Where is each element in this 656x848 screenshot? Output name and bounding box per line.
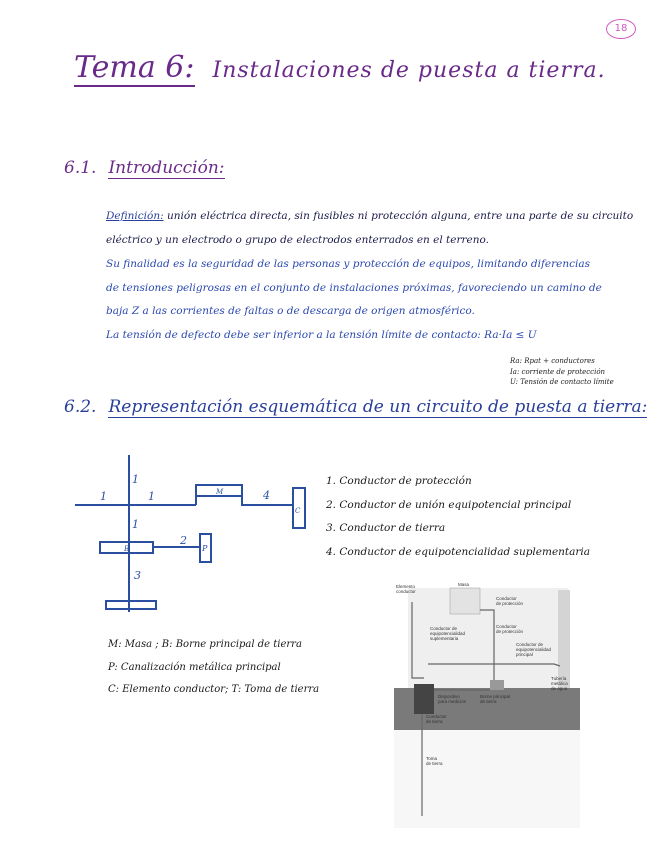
photo-label: equipotencialidad [430, 631, 466, 636]
title-text: Instalaciones de puesta a tierra. [212, 58, 606, 83]
conductor-legend [326, 470, 590, 564]
photo-label: Masa [458, 582, 470, 587]
finality-line: Su finalidad es la seguridad de las personas y protección de equipos, limitando diferencias [106, 258, 590, 270]
photo-label: Borne principal [480, 694, 511, 699]
finality-line: de tensiones peligrosas en el conjunto de instalaciones próximas, favoreciendo un camino de [106, 281, 602, 294]
photo-label: para medición [438, 699, 467, 704]
photo-label: Conductor [426, 714, 447, 719]
label-1-left: 1 [100, 490, 107, 503]
photo-label: Dispositivo [438, 694, 460, 699]
photo-label: suplementaria [430, 636, 459, 641]
element-legend [108, 634, 319, 702]
photo-label: de tierra [480, 699, 497, 704]
definition-line: eléctrico y un electrodo o grupo de electrodos enterrados en el terreno. [106, 233, 489, 246]
label-1-mid: 1 [148, 490, 155, 503]
legend-item: 1. Conductor de protección [326, 475, 472, 487]
photo-label: Elemento [396, 584, 416, 589]
photo-label: Toma [426, 756, 438, 761]
photo-label: principal [516, 652, 533, 657]
note-ra: Ra: Rpat + conductores [510, 357, 595, 365]
photo-label: Conductor de [516, 642, 544, 647]
legend-line: C: Elemento conductor; T: Toma de tierra [108, 684, 320, 695]
finality-line: baja Z a las corrientes de faltas o de descarga de origen atmosférico. [106, 305, 475, 317]
section-number: 6.1. [64, 158, 97, 178]
photo-label: de tierra [426, 761, 443, 766]
photo-label: Conductor de [430, 626, 458, 631]
wall-shade [408, 588, 568, 698]
note-ia: Ia: corriente de protección [510, 367, 606, 376]
legend-item: 4. Conductor de equipotencialidad suplementaria [326, 545, 591, 558]
photo-label: metálica [551, 681, 568, 686]
main-terminal-photo [490, 680, 504, 690]
measurement-device [414, 684, 434, 714]
photo-label: de tierra [426, 719, 443, 724]
photo-label: de protección [496, 601, 524, 606]
earth-electrode [106, 601, 156, 609]
grounding-photo-illustration [394, 580, 580, 828]
note-u: U: Tensión de contacto límite [510, 378, 614, 386]
photo-label: equipotencialidad [516, 647, 552, 652]
legend-line: P: Canalización metálica principal [108, 661, 281, 673]
label-p: P [202, 544, 208, 553]
title-number: Tema 6: [74, 50, 195, 85]
page-number: 18 [606, 19, 636, 39]
finality-line: La tensión de defecto debe ser inferior a la tensión límite de contacto: Ra·Ia ≤ U [106, 328, 537, 341]
definition-label: Definición: [106, 210, 164, 222]
photo-label: Conductor [496, 624, 517, 629]
photo-label: Tubería [551, 676, 567, 681]
section-title: Introducción: [108, 158, 225, 178]
label-4: 4 [263, 489, 270, 502]
photo-label: de protección [496, 629, 524, 634]
photo-label: conductor [396, 589, 416, 594]
definition-text: unión eléctrica directa, sin fusibles ni protección alguna, entre una parte de su circuito [166, 210, 634, 222]
mass-box-photo [450, 588, 480, 614]
label-1-top: 1 [132, 473, 139, 486]
label-1-low: 1 [132, 518, 139, 531]
label-3: 3 [134, 569, 141, 582]
label-b: B [124, 545, 130, 553]
label-m: M [216, 488, 224, 496]
photo-label: Conductor [496, 596, 517, 601]
photo-label: de agua [551, 686, 568, 691]
label-c: C [295, 507, 301, 515]
section-number: 6.2. [64, 397, 97, 417]
legend-line: M: Masa ; B: Borne principal de tierra [108, 639, 302, 650]
legend-item: 2. Conductor de unión equipotencial principal [326, 498, 572, 511]
section-title: Representación esquemática de un circuito de puesta a tierra: [108, 397, 648, 417]
legend-item: 3. Conductor de tierra [326, 522, 446, 534]
label-2: 2 [180, 534, 187, 547]
